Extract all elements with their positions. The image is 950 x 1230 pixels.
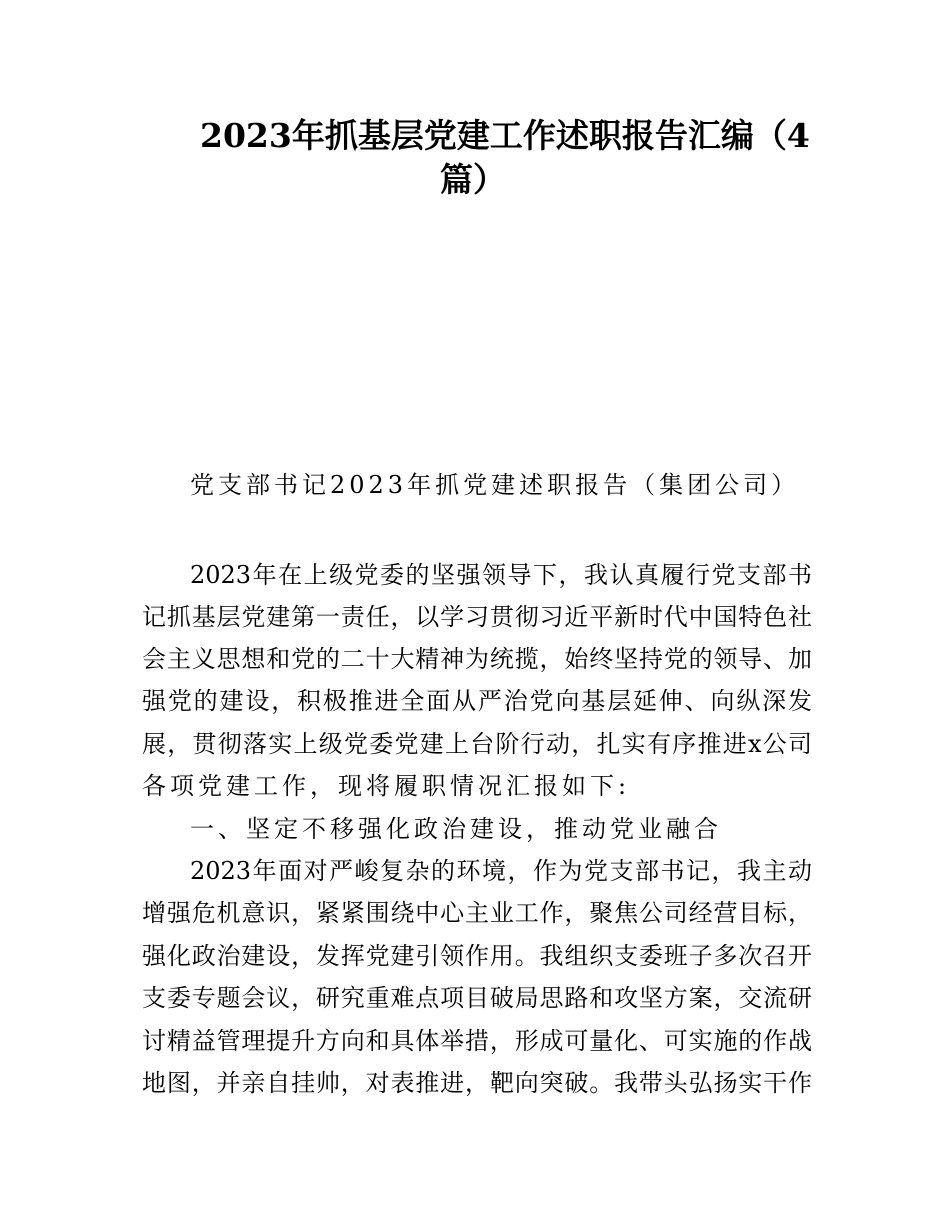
paragraph-line: 会主义思想和党的二十大精神为统揽，始终坚持党的领导、加 (142, 645, 812, 673)
paragraph-line: 各项党建工作，现将履职情况汇报如下: (142, 772, 631, 800)
paragraph-line: 展，贯彻落实上级党委党建上台阶行动，扎实有序推进x公司 (142, 730, 812, 758)
document-title-line-1: 2023年抓基层党建工作述职报告汇编（4 (200, 116, 810, 155)
paragraph-line: 2023年面对严峻复杂的环境，作为党支部书记，我主动 (190, 857, 812, 885)
document-title-line-2: 篇） (440, 160, 506, 199)
paragraph-line: 2023年在上级党委的坚强领导下，我认真履行党支部书 (190, 561, 812, 589)
paragraph-line: 支委专题会议，研究重难点项目破局思路和攻坚方案，交流研 (142, 984, 812, 1012)
paragraph-line: 记抓基层党建第一责任，以学习贯彻习近平新时代中国特色社 (142, 603, 812, 631)
paragraph-line: 讨精益管理提升方向和具体举措，形成可量化、可实施的作战 (142, 1027, 812, 1055)
section-subtitle: 党支部书记2023年抓党建述职报告（集团公司） (190, 471, 800, 499)
paragraph-line: 强党的建设，积极推进全面从严治党向基层延伸、向纵深发 (142, 687, 812, 715)
paragraph-line: 增强危机意识，紧紧围绕中心主业工作，聚焦公司经营目标， (142, 899, 812, 927)
section-heading: 一、坚定不移强化政治建设，推动党业融合 (190, 815, 722, 843)
paragraph-line: 地图，并亲自挂帅，对表推进，靶向突破。我带头弘扬实干作 (142, 1069, 812, 1097)
paragraph-line: 强化政治建设，发挥党建引领作用。我组织支委班子多次召开 (142, 942, 812, 970)
